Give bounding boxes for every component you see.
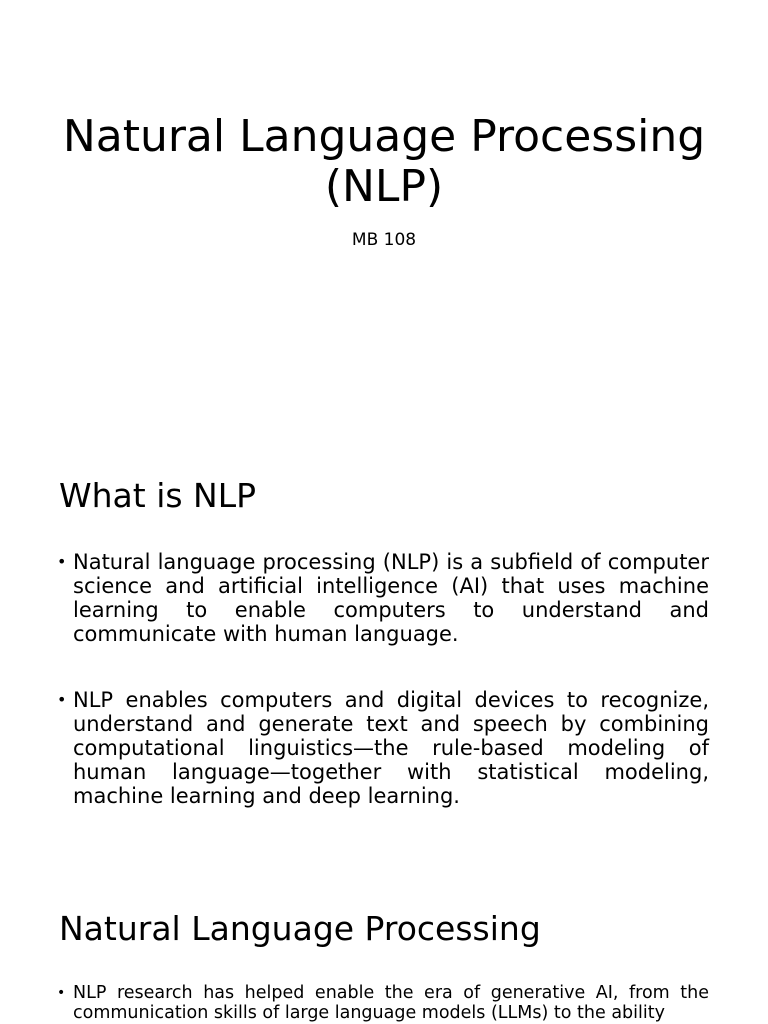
bullet-icon: • (57, 552, 67, 571)
slide-heading: What is NLP (59, 476, 257, 515)
bullet-text: NLP research has helped enable the era of generative AI, from the communication skills of large language models (LLMs) to the ability (73, 983, 709, 1023)
bullet-item (57, 983, 709, 1023)
bullet-list (57, 550, 709, 850)
presentation-subtitle: MB 108 (351, 230, 417, 250)
presentation-title: Natural Language Processing (NLP) (62, 111, 706, 212)
bullet-icon: • (57, 985, 66, 1001)
bullet-item (57, 688, 709, 808)
bullet-item (57, 550, 709, 646)
slide-heading: Natural Language Processing (59, 909, 541, 948)
slide-what-is-nlp (0, 432, 768, 864)
bullet-text: NLP enables computers and digital devices to recognize, understand and generate text and speech by combining computational linguistics—the rule-based modeling of human language—together with statistical modeling, machine learning and deep learning. (73, 688, 709, 808)
bullet-list (57, 983, 709, 1023)
bullet-text: Natural language processing (NLP) is a subfield of computer science and artificial intelligence (AI) that uses machine learning to enable computers to understand and communicate with human language. (73, 550, 709, 646)
title-slide (0, 0, 768, 432)
slide-natural-language-processing (0, 864, 768, 1024)
bullet-icon: • (57, 690, 67, 709)
